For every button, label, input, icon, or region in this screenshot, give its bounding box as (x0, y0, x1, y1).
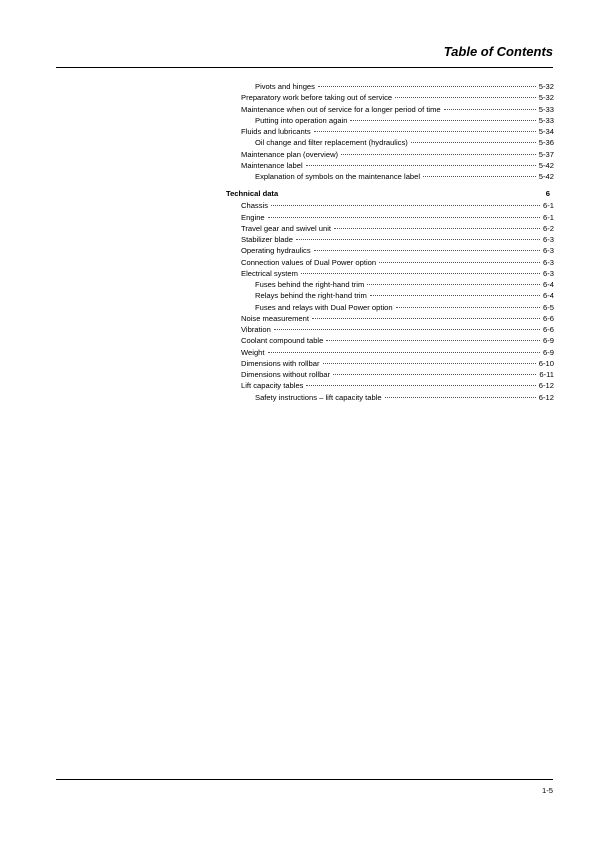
toc-entry-page: 6-12 (538, 381, 554, 391)
toc-entry-page: 6-2 (543, 223, 554, 233)
dot-leader (350, 120, 535, 121)
toc-entry[interactable] (226, 160, 554, 171)
toc-entry-page: 6-3 (543, 257, 554, 267)
toc-entry[interactable] (226, 369, 554, 380)
toc-entry-page: 6-5 (543, 302, 554, 312)
header-divider (56, 67, 553, 68)
toc-entry-page: 6-4 (543, 280, 554, 289)
dot-leader (423, 176, 536, 177)
toc-entry[interactable] (226, 279, 554, 290)
dot-leader (370, 295, 540, 296)
toc-entry-page: 6-11 (539, 370, 554, 379)
toc-entry-label: Preparatory work before taking out of service (241, 93, 393, 103)
toc-entry-label: Safety instructions – lift capacity table (255, 392, 382, 402)
dot-leader (444, 109, 536, 110)
toc-entry-label: Dimensions without rollbar (241, 370, 331, 379)
dot-leader (318, 86, 536, 87)
toc-entry-page: 5-32 (538, 82, 554, 91)
toc-entry[interactable] (226, 92, 554, 103)
toc-entry-page: 6-6 (543, 325, 554, 334)
dot-leader (268, 352, 541, 353)
dot-leader (379, 262, 540, 263)
table-of-contents (226, 81, 554, 403)
toc-entry-page: 6-3 (543, 235, 554, 244)
dot-leader (314, 131, 536, 132)
toc-entry[interactable] (226, 302, 554, 313)
toc-entry-label: Stabilizer blade (241, 235, 293, 244)
toc-entry[interactable] (226, 223, 554, 234)
toc-entry[interactable] (226, 257, 554, 268)
toc-entry[interactable] (226, 171, 554, 182)
toc-entry-label: Noise measurement (241, 313, 309, 323)
toc-entry[interactable] (226, 324, 554, 335)
toc-entry[interactable] (226, 245, 554, 256)
toc-entry[interactable] (226, 313, 554, 324)
dot-leader (271, 205, 540, 206)
toc-entry[interactable] (226, 115, 554, 126)
toc-entry-page: 6 (545, 189, 550, 199)
toc-entry-label: Dimensions with rollbar (241, 358, 320, 368)
toc-entry-page: 5-37 (538, 149, 554, 159)
toc-entry-page: 5-33 (538, 115, 554, 125)
dot-leader (367, 284, 540, 285)
toc-entry[interactable] (226, 137, 554, 148)
toc-entry-page: 5-42 (538, 160, 554, 170)
toc-entry-label: Maintenance when out of service for a longer period of time (241, 104, 441, 114)
toc-entry-page: 6-4 (543, 291, 554, 301)
toc-entry-label: Putting into operation again (255, 115, 348, 125)
toc-entry-page: 5-32 (538, 93, 554, 103)
toc-entry-label: Weight (241, 347, 265, 357)
toc-entry[interactable] (226, 234, 554, 245)
dot-leader (301, 273, 540, 274)
toc-entry-label: Fuses and relays with Dual Power option (255, 302, 393, 312)
toc-entry-label: Explanation of symbols on the maintenance label (255, 172, 421, 181)
toc-section-heading[interactable] (226, 188, 554, 200)
toc-entry-label: Operating hydraulics (241, 246, 311, 256)
toc-entry[interactable] (226, 149, 554, 160)
dot-leader (334, 228, 540, 229)
toc-entry[interactable] (226, 200, 554, 211)
toc-entry-page: 6-1 (543, 201, 554, 211)
dot-leader (306, 165, 536, 166)
toc-entry-page: 5-33 (538, 104, 554, 114)
toc-entry-page: 6-10 (538, 358, 554, 368)
dot-leader (385, 397, 536, 398)
dot-leader (326, 340, 540, 341)
toc-entry-page: 5-34 (538, 127, 554, 136)
dot-leader (341, 154, 536, 155)
toc-entry-label: Maintenance plan (overview) (241, 149, 339, 159)
dot-leader (323, 363, 536, 364)
toc-entry-label: Engine (241, 212, 265, 222)
toc-entry-page: 6-3 (543, 246, 554, 256)
toc-entry-label: Coolant compound table (241, 336, 324, 346)
toc-entry-page: 6-9 (543, 347, 554, 357)
dot-leader (411, 142, 536, 143)
toc-entry-page: 6-1 (543, 212, 554, 222)
footer-divider (56, 779, 553, 780)
dot-leader (395, 97, 536, 98)
toc-entry-page: 5-36 (538, 138, 554, 148)
toc-entry-page: 6-3 (543, 268, 554, 278)
dot-leader (306, 385, 535, 386)
toc-entry-label: Maintenance label (241, 160, 303, 170)
toc-entry-page: 6-12 (538, 392, 554, 402)
toc-entry[interactable] (226, 212, 554, 223)
toc-entry-label: Vibration (241, 325, 271, 334)
toc-entry[interactable] (226, 392, 554, 403)
dot-leader (396, 307, 540, 308)
dot-leader (333, 374, 536, 375)
dot-leader (314, 250, 540, 251)
toc-entry-label: Electrical system (241, 268, 298, 278)
page-number: 1-5 (542, 786, 553, 795)
dot-leader (274, 329, 540, 330)
toc-entry[interactable] (226, 347, 554, 358)
toc-entry-label: Travel gear and swivel unit (241, 223, 332, 233)
toc-entry-label: Connection values of Dual Power option (241, 257, 377, 267)
toc-entry[interactable] (226, 358, 554, 369)
toc-entry[interactable] (226, 81, 554, 92)
dot-leader (296, 239, 540, 240)
toc-entry[interactable] (226, 335, 554, 346)
toc-entry-label: Lift capacity tables (241, 381, 304, 391)
toc-entry[interactable] (226, 268, 554, 279)
toc-entry-label: Relays behind the right-hand trim (255, 291, 367, 301)
page-title: Table of Contents (443, 44, 553, 59)
toc-entry-page: 5-42 (538, 172, 554, 181)
toc-entry[interactable] (226, 126, 554, 137)
toc-entry-label: Fuses behind the right-hand trim (255, 280, 365, 289)
toc-entry-label: Pivots and hinges (255, 82, 315, 91)
toc-entry-label: Oil change and filter replacement (hydraulics) (255, 138, 408, 148)
dot-leader (268, 217, 540, 218)
toc-entry-page: 6-6 (543, 313, 554, 323)
toc-entry-label: Chassis (241, 201, 269, 211)
toc-entry-label: Fluids and lubricants (241, 127, 311, 136)
toc-entry[interactable] (226, 104, 554, 115)
toc-entry[interactable] (226, 380, 554, 391)
toc-entry-page: 6-9 (543, 336, 554, 346)
toc-entry[interactable] (226, 290, 554, 301)
dot-leader (312, 318, 540, 319)
toc-entry-label: Technical data (226, 189, 279, 199)
